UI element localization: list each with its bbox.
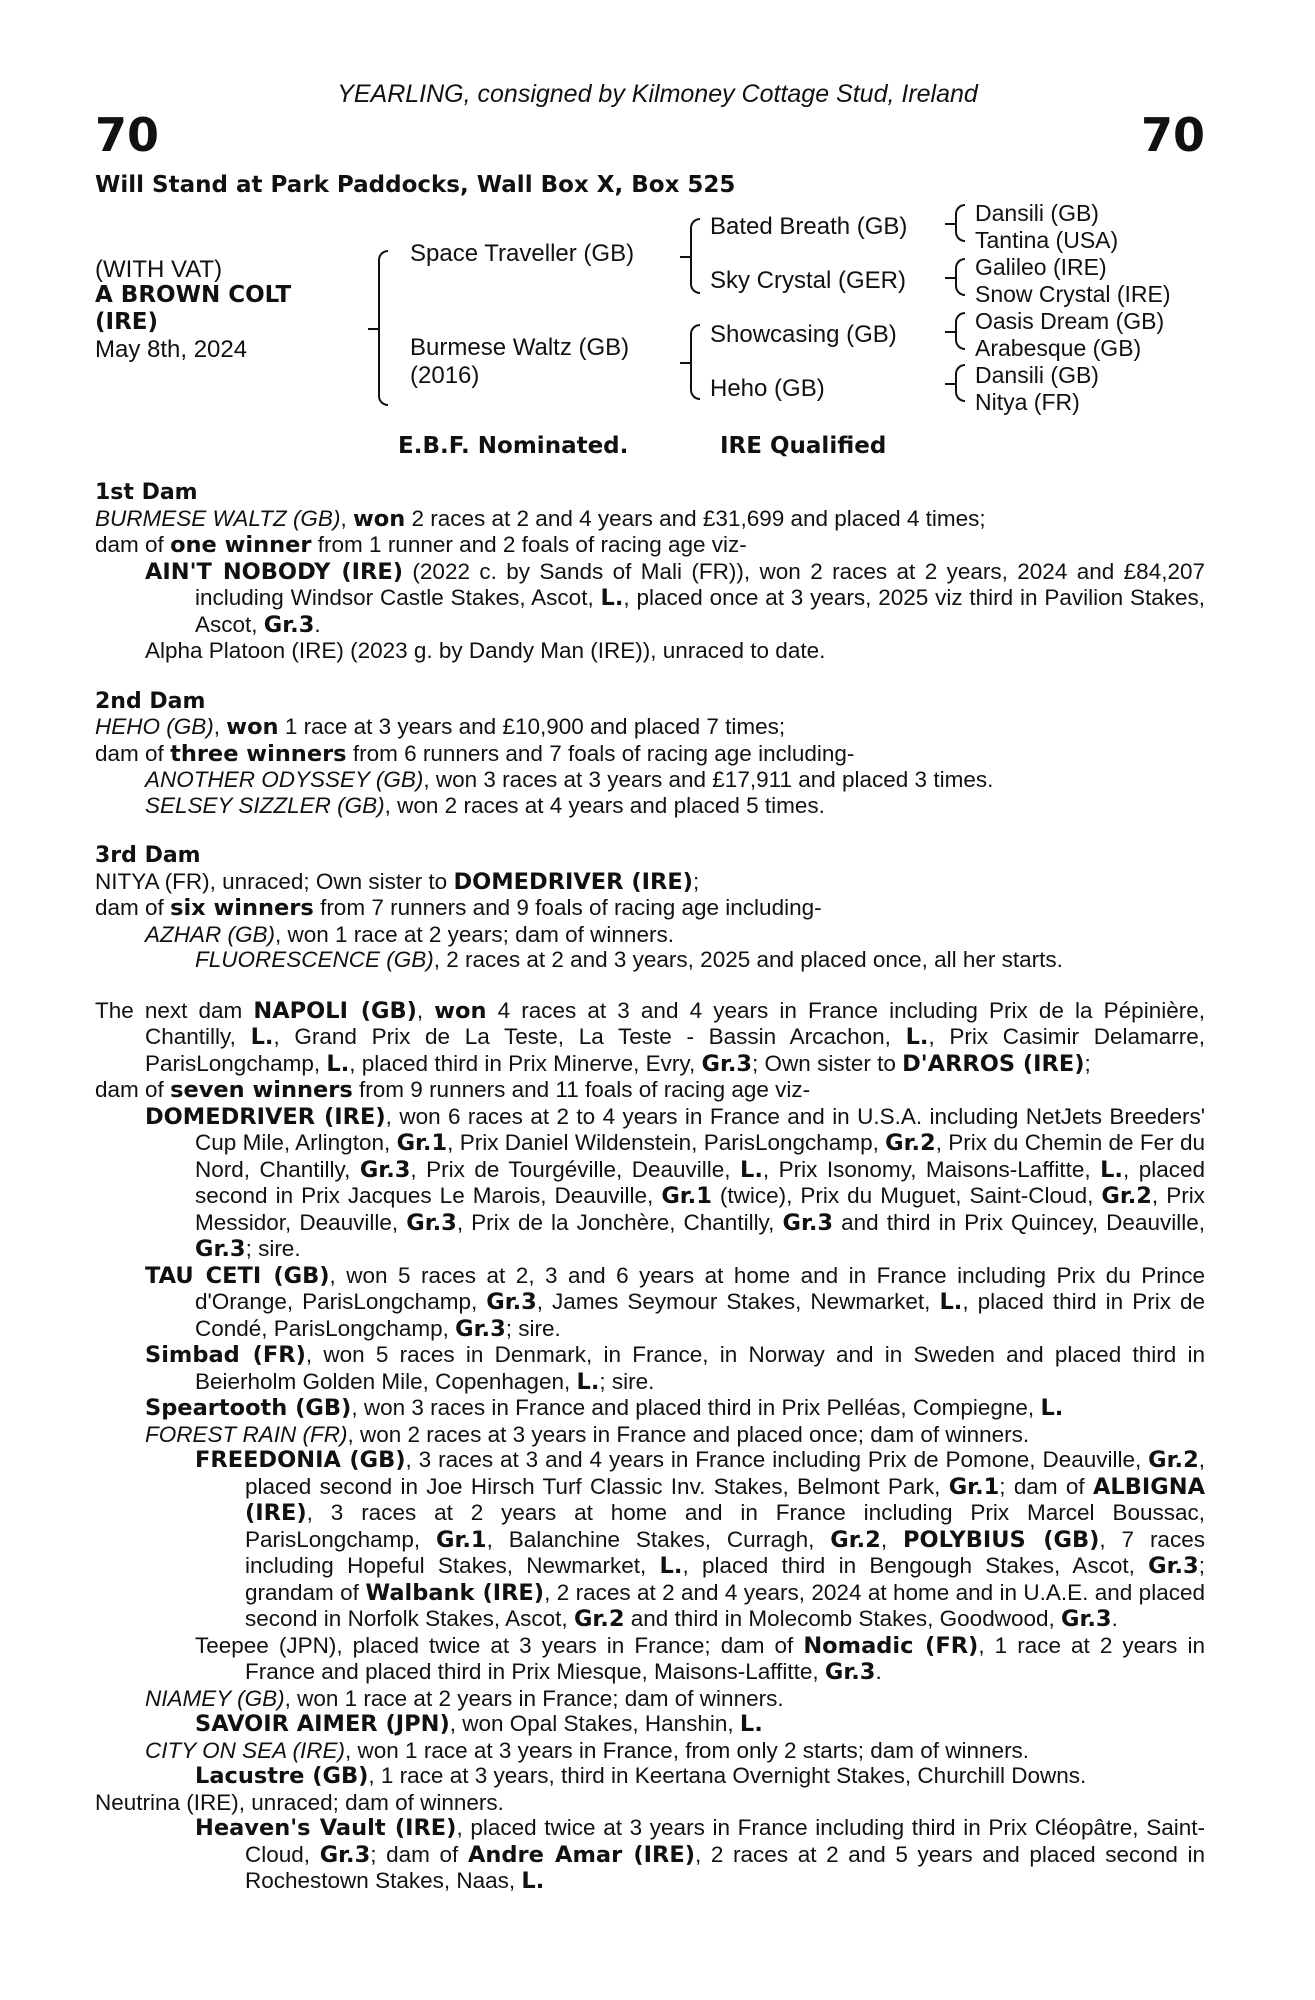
pedigree-brace-dam	[690, 324, 700, 400]
pedigree-sire-sire: Bated Breath (GB)	[710, 213, 908, 240]
ebf-nominated: E.B.F. Nominated.	[398, 433, 629, 459]
second-dam-offspring-2: SELSEY SIZZLER (GB), won 2 races at 4 years and placed 5 times.	[145, 792, 825, 818]
third-dam-offspring-2: FLUORESCENCE (GB), 2 races at 2 and 3 years, 2025 and placed once, all her starts.	[195, 947, 1063, 972]
first-dam-offspring-1: AIN'T NOBODY (IRE) (2022 c. by Sands of Mali (FR)), won 2 races at 2 years, 2024 and £84,207 including Windsor Castle Stakes, Ascot, L., placed once at 3 years, 2025 viz third in Pavilion Stakes, Ascot, Gr.3.	[145, 558, 1205, 638]
lot-number-right: 70	[1140, 108, 1205, 162]
pedigree-ancestor-4: Snow Crystal (IRE)	[975, 281, 1171, 307]
pedigree-dam-year: (2016)	[410, 362, 480, 389]
catalogue-body	[95, 480, 1205, 1895]
pedigree-dam-dam: Heho (GB)	[710, 375, 825, 402]
second-dam-record: HEHO (GB), won 1 race at 3 years and £10,900 and placed 7 times;	[95, 714, 786, 740]
third-dam-record: NITYA (FR), unraced; Own sister to DOMEDRIVER (IRE);	[95, 868, 700, 895]
pedigree-dam: Burmese Waltz (GB)	[410, 334, 630, 361]
pedigree-sire: Space Traveller (GB)	[410, 240, 635, 267]
lot-description-country: (IRE)	[95, 309, 159, 335]
pedigree-dam-sire: Showcasing (GB)	[710, 321, 897, 348]
offspring-savoir-aimer: SAVOIR AIMER (JPN), won Opal Stakes, Hanshin, L.	[195, 1711, 763, 1737]
third-dam-produce: dam of six winners from 7 runners and 9 foals of racing age including-	[95, 895, 822, 921]
pedigree-ancestor-7: Dansili (GB)	[975, 362, 1099, 388]
offspring-niamey: NIAMEY (GB), won 1 race at 2 years in France; dam of winners.	[145, 1685, 784, 1711]
offspring-forest-rain: FOREST RAIN (FR), won 2 races at 3 years in France and placed once; dam of winners.	[145, 1421, 1030, 1447]
pedigree-brace-gen1	[378, 250, 388, 406]
consignor-subtitle: YEARLING, consigned by Kilmoney Cottage Stud, Ireland	[337, 80, 978, 108]
third-dam-offspring-1: AZHAR (GB), won 1 race at 2 years; dam of winners.	[145, 921, 674, 947]
pedigree-brace-g2	[955, 258, 965, 296]
offspring-tau-ceti: TAU CETI (GB), won 5 races at 2, 3 and 6 years at home and in France including Prix du Prince d'Orange, ParisLongchamp, Gr.3, James Seymour Stakes, Newmarket, L., placed third in Prix de Condé, ParisLongchamp, Gr.3; sire.	[145, 1262, 1205, 1342]
lot-number-left: 70	[95, 108, 160, 162]
pedigree-sire-dam: Sky Crystal (GER)	[710, 267, 907, 294]
offspring-teepee: Teepee (JPN), placed twice at 3 years in France; dam of Nomadic (FR), 1 race at 2 years in France and placed third in Prix Miesque, Maisons-Laffitte, Gr.3.	[195, 1632, 1205, 1685]
second-dam-produce: dam of three winners from 6 runners and 7 foals of racing age including-	[95, 740, 855, 767]
next-dam-produce: dam of seven winners from 9 runners and 11 foals of racing age viz-	[95, 1077, 811, 1103]
offspring-domedriver: DOMEDRIVER (IRE), won 6 races at 2 to 4 years in France and in U.S.A. including NetJets Breeders' Cup Mile, Arlington, Gr.1, Prix Daniel Wildenstein, ParisLongchamp, Gr.2, Prix du Chemin de Fer du Nord, Chantilly, Gr.3, Prix de Tourgéville, Deauville, L., Prix Isonomy, Maisons-Laffitte, L., placed second in Prix Jacques Le Marois, Deauville, Gr.1 (twice), Prix du Muguet, Saint-Cloud, Gr.2, Prix Messidor, Deauville, Gr.3, Prix de la Jonchère, Chantilly, Gr.3 and third in Prix Quincey, Deauville, Gr.3; sire.	[145, 1103, 1206, 1262]
pedigree-ancestor-3: Galileo (IRE)	[975, 254, 1107, 280]
vat-note: (WITH VAT)	[95, 256, 223, 283]
stand-location: Will Stand at Park Paddocks, Wall Box X, Box 525	[95, 172, 736, 198]
offspring-city-on-sea: CITY ON SEA (IRE), won 1 race at 3 years in France, from only 2 starts; dam of winners.	[145, 1737, 1030, 1763]
first-dam-produce: dam of one winner from 1 runner and 2 foals of racing age viz-	[95, 532, 747, 558]
lot-description: A BROWN COLT	[95, 282, 292, 308]
pedigree-ancestor-6: Arabesque (GB)	[975, 335, 1142, 361]
ire-qualified: IRE Qualified	[720, 433, 887, 459]
offspring-speartooth: Speartooth (GB), won 3 races in France and placed third in Prix Pelléas, Compiegne, L.	[145, 1395, 1064, 1421]
offspring-neutrina: Neutrina (IRE), unraced; dam of winners.	[95, 1789, 504, 1815]
pedigree-brace-g4	[955, 364, 965, 402]
pedigree-brace-sire	[690, 218, 700, 294]
second-dam-heading: 2nd Dam	[95, 688, 206, 714]
offspring-heavens-vault: Heaven's Vault (IRE), placed twice at 3 years in France including third in Prix Cléopâtre, Saint-Cloud, Gr.3; dam of Andre Amar (IRE), 2 races at 2 and 5 years and placed second in Rochestown Stakes, Naas, L.	[195, 1815, 1205, 1894]
second-dam-offspring-1: ANOTHER ODYSSEY (GB), won 3 races at 3 years and £17,911 and placed 3 times.	[145, 767, 994, 792]
offspring-lacustre: Lacustre (GB), 1 race at 3 years, third in Keertana Overnight Stakes, Churchill Downs.	[195, 1763, 1087, 1789]
pedigree-ancestor-2: Tantina (USA)	[975, 227, 1119, 253]
pedigree-brace-g1	[955, 204, 965, 242]
pedigree-ancestor-8: Nitya (FR)	[975, 389, 1080, 415]
first-dam-heading: 1st Dam	[95, 480, 198, 505]
offspring-freedonia: FREEDONIA (GB), 3 races at 3 and 4 years in France including Prix de Pomone, Deauville, Gr.2, placed second in Joe Hirsch Turf Classic Inv. Stakes, Belmont Park, Gr.1; dam of ALBIGNA (IRE), 3 races at 2 years at home and in France including Prix Marcel Boussac, ParisLongchamp, Gr.1, Balanchine Stakes, Curragh, Gr.2, POLYBIUS (GB), 7 races including Hopeful Stakes, Newmarket, L., placed third in Bengough Stakes, Ascot, Gr.3; grandam of Walbank (IRE), 2 races at 2 and 4 years, 2024 at home and in U.A.E. and placed second in Norfolk Stakes, Ascot, Gr.2 and third in Molecomb Stakes, Goodwood, Gr.3.	[195, 1447, 1205, 1632]
first-dam-offspring-2: Alpha Platoon (IRE) (2023 g. by Dandy Man (IRE)), unraced to date.	[145, 638, 826, 663]
third-dam-heading: 3rd Dam	[95, 843, 201, 868]
pedigree-ancestor-5: Oasis Dream (GB)	[975, 308, 1165, 334]
pedigree-ancestor-1: Dansili (GB)	[975, 200, 1099, 226]
pedigree-brace-g3	[955, 312, 965, 350]
foaling-date: May 8th, 2024	[95, 336, 248, 363]
first-dam-record: BURMESE WALTZ (GB), won 2 races at 2 and 4 years and £31,699 and placed 4 times;	[95, 505, 986, 532]
offspring-simbad: Simbad (FR), won 5 races in Denmark, in France, in Norway and in Sweden and placed third in Beierholm Golden Mile, Copenhagen, L.; sire.	[145, 1342, 1205, 1395]
next-dam-record: The next dam NAPOLI (GB), won 4 races at 3 and 4 years in France including Prix de la Pépinière, Chantilly, L., Grand Prix de La Teste, La Teste - Bassin Arcachon, L., Prix Casimir Delamarre, ParisLongchamp, L., placed third in Prix Minerve, Evry, Gr.3; Own sister to D'ARROS (IRE);	[95, 997, 1205, 1077]
